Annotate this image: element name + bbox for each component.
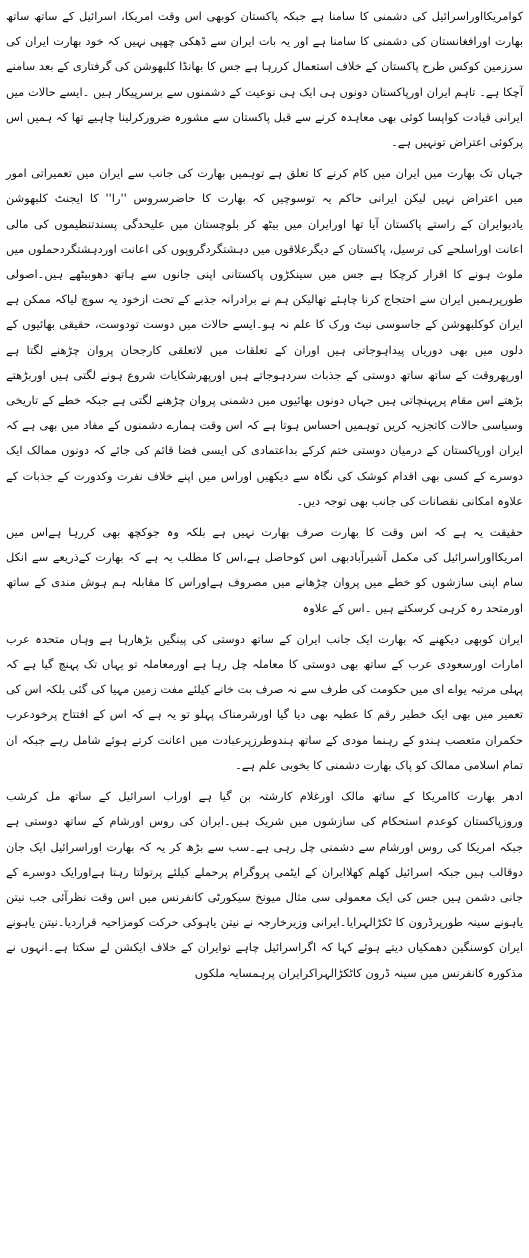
article-paragraph: کوامریکااوراسرائیل کی دشمنی کا سامنا ہے جبکہ پاکستان کوبھی اس وقت امریکا، اسرائیل کے ساتھ ساتھ بھارت اورافغانستان کی دشمنی کا سامنا ہے اور یہ بات ایران سے ڈھکی چھپی نہیں کہ خود بھارت ایران کی سرزمین کوکس طرح پاکستان کے خلاف استعمال کررہا ہے جس کا بھانڈا کلبھوشن کی گرفتاری کے بعد سامنے آچکا ہے۔ تاہم ایران اورپاکستان دونوں ہی ایک ہی نوعیت کے دشمنوں سے برسرپیکار ہیں ۔ایسے حالات میں ایرانی قیادت کواپسا کوئی بھی معاہدہ کرنے سے قبل پاکستان سے مشورہ ضرورکرلینا چاہیے تھا کہ ہمیں اس پرکوئی اعتراض تونہیں ہے۔ <box>6 9 523 150</box>
article-paragraph: ادھر بھارت کاامریکا کے ساتھ مالک اورغلام کارشتہ بن گیا ہے اوراب اسرائیل کے ساتھ مل کرشب وروزپاکستان کوعدم استحکام کی سازشوں میں شریک ہیں۔ایران کی روس اورشام کے ساتھ دوستی ہے جبکہ امریکا کی روس اورشام سے دشمنی چل رہی ہے۔سب سے بڑھ کر یہ کہ بھارت اوراسرائیل ایک جان دوقالب ہیں جبکہ اسرائیل کھلم کھلاایران کے ایٹمی پروگرام پرحملے کیلئے پرتولتا رہتا ہےاورایک دوسرے کے جانی دشمن ہیں جس کی ایک معمولی سی مثال میونخ سیکورٹی کانفرنس میں اس وقت نظرآئی جب نیتن یاہونے سینہ طورپرڈرون کا ٹکڑالہرایا۔ایرانی وزیرخارجہ نے نیتن یاہوکی حرکت کومزاحیہ قراردیا۔نیتن یاہونے ایران کوسنگین دھمکیاں دیتے ہوئے کہا کہ اگراسرائیل چاہے توایران کے خلاف ایکشن لے سکتا ہے۔انہوں نے مذکورہ کانفرنس میں سینہ ڈرون کاٹکڑالہراکرایران پرہمسایہ ملکوں <box>6 789 523 980</box>
article-paragraph: جہاں تک بھارت میں ایران میں کام کرنے کا تعلق ہے توہمیں بھارت کی جانب سے ایران میں تعمیراتی امور میں اعتراض نہیں لیکن ایرانی حاکم یہ توسوچیں کہ بھارت کا حاضرسروس ''را'' کا ایجنٹ کلبھوشن یادیوایران کے راستے پاکستان آیا تھا اورایران میں بیٹھ کر بلوچستان میں علیحدگی پسندتنظیموں کی مالی اعانت اوراسلحے کی ترسیل، پاکستان کے دیگرعلاقوں میں دہشتگردگروپوں کی اعانت اوردہشتگردحملوں میں ملوث ہونے کا اقرار کرچکا ہے جس میں سینکڑوں پاکستانی اپنی جانوں سے ہاتھ دھوبیٹھے ہیں۔اصولی طورپرہمیں ایران سے احتجاج کرنا چاہئے تھالیکن ہم نے برادرانہ جذبے کے تحت ازخود یہ سوچ لیاکہ ممکن ہے ایران کوکلبھوشن کے جاسوسی نیٹ ورک کا علم نہ ہو۔ایسے حالات میں دوست تودوست، حقیقی بھائیوں کے دلوں میں بھی دوریاں پیداہوجاتی ہیں اوران کے تعلقات میں لاتعلقی کارجحان پروان چڑھنے لگتا ہے اورپھروقت کے ساتھ ساتھ دوستی کے جذبات سردہوجاتے ہیں اورپھرشکایات شروع ہونے لگتی ہیں اوربڑھتے بڑھتے اس مقام پرپہنچاتی ہیں جہاں دونوں بھائیوں میں دشمنی پروان چڑھنے لگتی ہے جبکہ خطے کے تاریخی وسیاسی حالات کاتجزیہ کریں توہمیں احساس ہوتا ہے کہ اس وقت ہمارے دشمنوں کے مفاد میں بھی ہے کہ ایران اورپاکستان کے درمیان دوستی ختم کرکے بداعتمادی کی ایسی فضا قائم کی جائے کہ دونوں ممالک ایک دوسرے کے کسی بھی اقدام کوشک کی نگاہ سے دیکھیں اوراس میں اپنے خلاف نفرت وکدورت کے جذبات کے علاوہ امکانی نقصانات کی جانب بھی توجہ دیں۔ <box>6 166 523 508</box>
article-paragraph: حقیقت یہ ہے کہ اس وقت کا بھارت صرف بھارت نہیں ہے بلکہ وہ جوکچھ بھی کررہا ہےاس میں امریکااوراسرائیل کی مکمل آشیرآبادبھی اس کوحاصل ہے،اس کا مطلب یہ ہے کہ بھارت کےذریعے سے انکل سام اپنی سازشوں کو خطے میں پروان چڑھانے میں مصروف ہےاوراس کا مقابلہ ہم ہوش مندی کے ساتھ اورمتحد رہ کرہی کرسکتے ہیں ۔اس کے علاوہ <box>6 525 523 615</box>
article-paragraph: ایران کوبھی دیکھنے کہ بھارت ایک جانب ایران کے ساتھ دوستی کی پینگیں بڑھارہا ہے وہاں متحدہ عرب امارات اورسعودی عرب کے ساتھ بھی دوستی کا معاملہ چل رہا ہے اورمعاملہ تو یہاں تک پہنچ گیا ہے کہ پہلی مرتبہ یواے ای میں حکومت کی طرف سے نہ صرف بت خانے کیلئے مفت زمین مہیا کی گئی بلکہ اس کی تعمیر میں بھی ایک خطیر رقم کا عطیہ بھی دیا گیا اورشرمناک پہلو تو یہ ہے کہ اس کے افتتاح پرخودعرب حکمران متعصب ہندو کے رہنما مودی کے ساتھ ہندوطرزپرعبادت میں اعانت کرتے ہوئے شامل رہے جبکہ ان تمام اسلامی ممالک کو پاک بھارت دشمنی کا بخوبی علم ہے۔ <box>6 631 523 772</box>
